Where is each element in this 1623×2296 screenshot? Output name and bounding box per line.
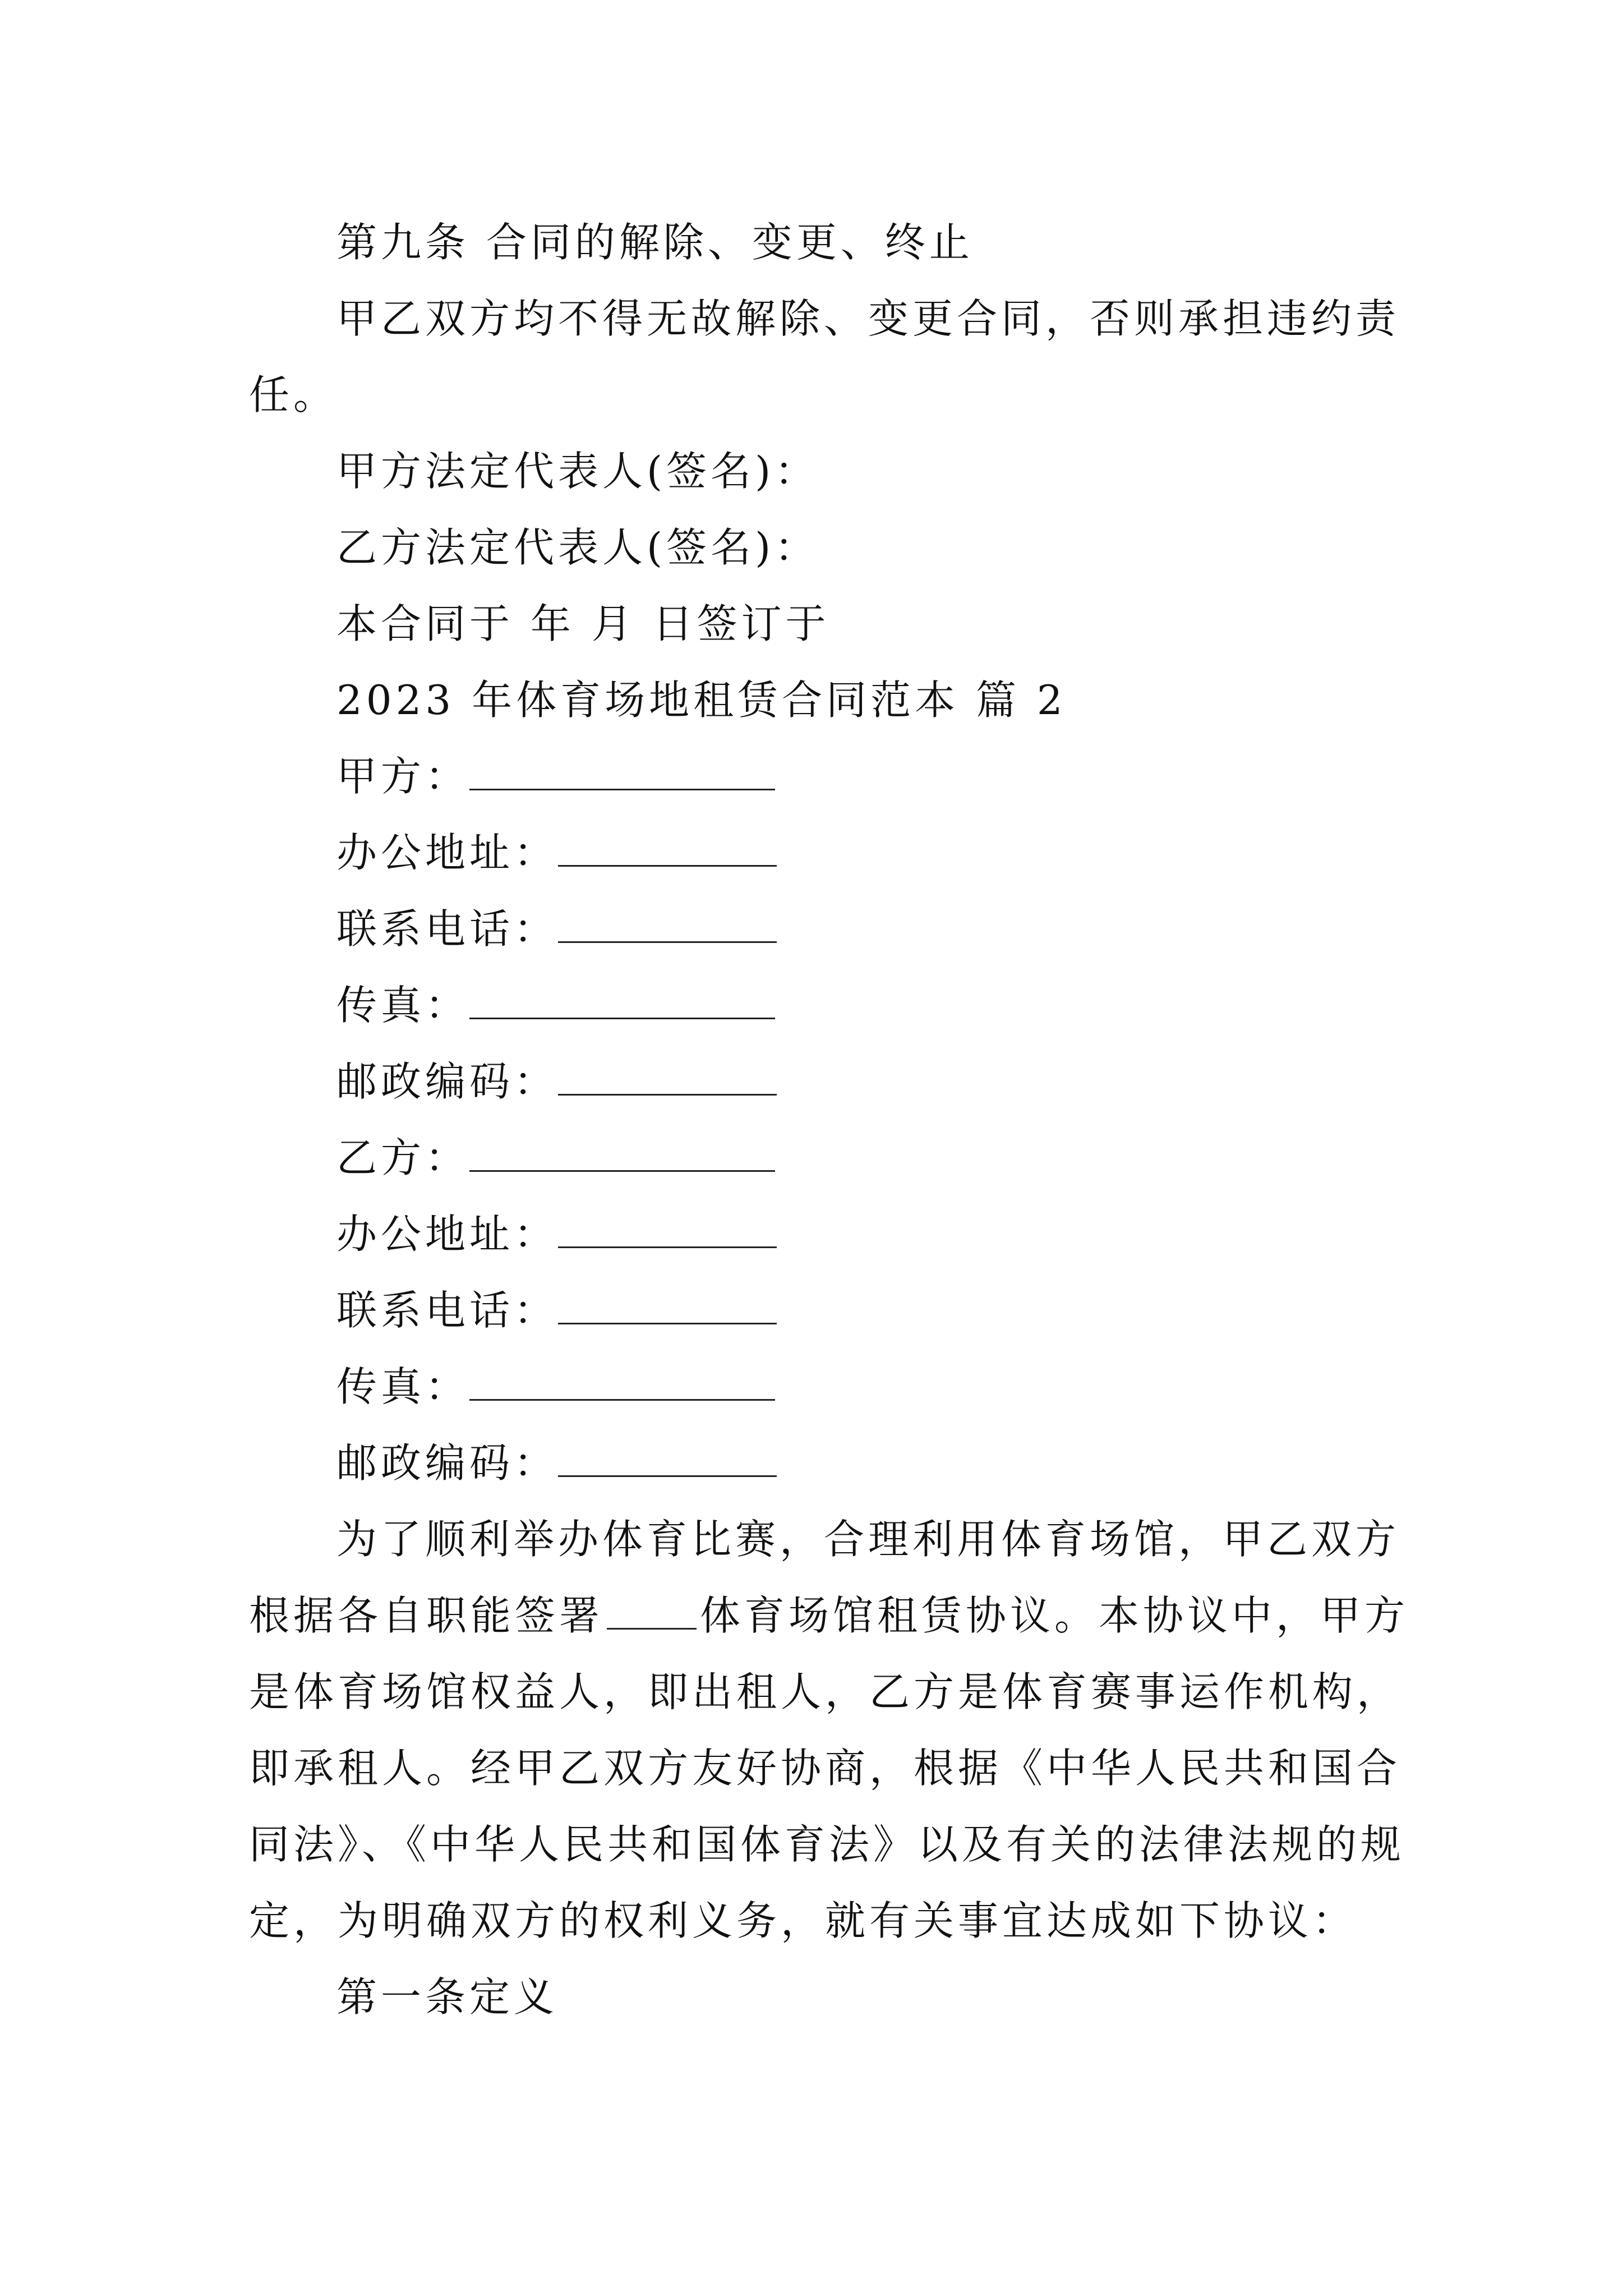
party-b-fax-row: [336, 1362, 775, 1411]
party-a-address-label: 办公地址：: [336, 829, 559, 876]
party-b-name-blank: [469, 1135, 775, 1172]
signed-date: 本合同于 年 月 日签订于: [336, 600, 830, 647]
party-a-address-blank: [558, 830, 777, 867]
intro-line3: 是体育场馆权益人，即出租人，乙方是体育赛事运作机构，: [249, 1668, 1401, 1715]
party-b-postcode-blank: [558, 1441, 777, 1477]
intro-line2-after: 体育场馆租赁协议。本协议中，甲方: [700, 1592, 1409, 1639]
party-b-postcode-row: [336, 1438, 777, 1488]
intro-line4: 即承租人。经甲乙双方友好协商，根据《中华人民共和国合: [249, 1745, 1401, 1792]
contract2-title: 2023 年体育场地租赁合同范本 篇 2: [336, 677, 1067, 724]
party-a-postcode-label: 邮政编码：: [336, 1058, 559, 1105]
intro-line5: 同法》、《中华人民共和国体育法》以及有关的法律法规的规: [249, 1821, 1405, 1868]
party-b-fax-blank: [469, 1364, 775, 1401]
party-b-postcode-label: 邮政编码：: [336, 1439, 559, 1487]
party-a-name-row: [336, 752, 775, 801]
party-a-postcode-blank: [558, 1059, 777, 1096]
party-b-name-row: [336, 1133, 775, 1182]
party-a-fax-label: 传真：: [336, 982, 470, 1029]
section9-body-line1: 甲乙双方均不得无故解除、变更合同，否则承担违约责: [336, 295, 1400, 342]
party-b-address-row: [336, 1209, 777, 1259]
party-b-address-label: 办公地址：: [336, 1211, 559, 1258]
intro-line6: 定，为明确双方的权利义务，就有关事宜达成如下协议：: [249, 1897, 1357, 1944]
party-a-name-blank: [469, 754, 775, 790]
party-a-fax-row: [336, 981, 775, 1030]
party-a-postcode-row: [336, 1057, 777, 1106]
party-b-address-blank: [558, 1212, 777, 1248]
agreement-name-blank: [607, 1593, 697, 1630]
party-a-name-label: 甲方：: [336, 753, 470, 800]
section9-title: 第九条 合同的解除、变更、终止: [336, 219, 974, 266]
party-a-phone-blank: [558, 907, 777, 943]
party-b-phone-label: 联系电话：: [336, 1287, 559, 1334]
intro-line1: 为了顺利举办体育比赛，合理利用体育场馆，甲乙双方: [336, 1516, 1400, 1563]
party-a-phone-label: 联系电话：: [336, 905, 559, 953]
sign-party-a: 甲方法定代表人(签名)：: [336, 448, 819, 495]
party-a-phone-row: [336, 904, 777, 954]
party-b-name-label: 乙方：: [336, 1134, 470, 1181]
party-b-phone-blank: [558, 1288, 777, 1324]
section1-title: 第一条定义: [336, 1973, 559, 2021]
party-a-address-row: [336, 828, 777, 877]
party-a-fax-blank: [469, 983, 775, 1019]
party-b-fax-label: 传真：: [336, 1363, 470, 1410]
intro-line2-before: 根据各自职能签署: [249, 1592, 604, 1639]
party-b-phone-row: [336, 1286, 777, 1335]
sign-party-b: 乙方法定代表人(签名)：: [336, 524, 819, 571]
section9-body-line2: 任。: [249, 371, 338, 418]
intro-line2: [249, 1591, 1409, 1640]
